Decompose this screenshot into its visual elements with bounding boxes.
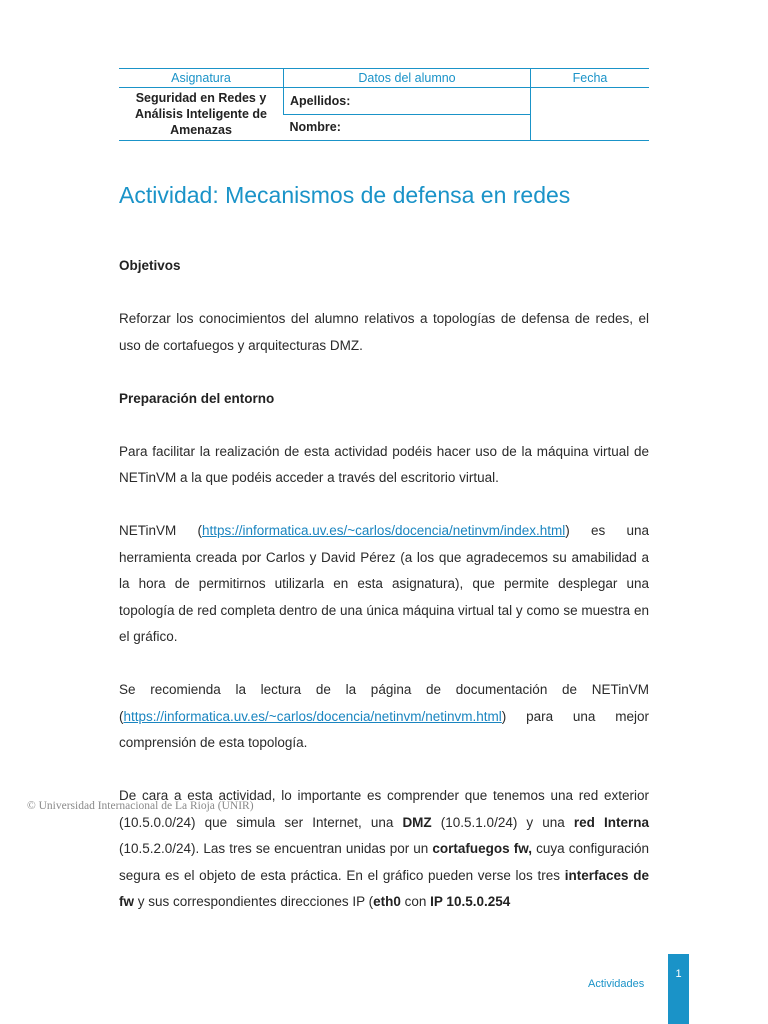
netinvm-doc-link[interactable]: https://informatica.uv.es/~carlos/docencia/netinvm/netinvm.html (123, 708, 502, 724)
page-number: 1 (675, 968, 682, 980)
objectives-heading: Objetivos (119, 258, 181, 273)
netinvm-paragraph: NETinVM (https://informatica.uv.es/~carlos/docencia/netinvm/index.html) es una herramienta creada por Carlos y David Pérez (a los que agradecemos su amabilidad a la hora de permitirnos utilizarla en esta asignatura), que permite desplegar una topología de red completa dentro de una única máquina virtual tal y como se muestra en el gráfico. (119, 523, 649, 644)
page-number-tab (668, 954, 689, 1024)
header-col-student: Datos del alumno (284, 69, 531, 88)
documentation-paragraph: Se recomienda la lectura de la página de documentación de NETinVM (https://informatica.uv.es/~carlos/docencia/netinvm/netinvm.html) para una mejor comprensión de esta topología. (119, 682, 649, 750)
prep-text: Para facilitar la realización de esta actividad podéis hacer uso de la máquina virtual de NETinVM a la que podéis acceder a través del escritorio virtual. (119, 443, 649, 485)
prep-heading: Preparación del entorno (119, 390, 275, 406)
copyright-notice: © Universidad Internacional de La Rioja (UNIR) (27, 800, 254, 812)
network-paragraph: De cara a esta actividad, lo importante es comprender que tenemos una red exterior (10.5.0.0/24) que simula ser Internet, una DMZ (10.5.1.0/24) y una red Interna (10.5.2.0/24). Las tres se encuentran unidas por un cortafuegos fw, cuya configuración segura es el objeto de esta práctica. En el gráfico pueden verse los tres interfaces de fw y sus correspondientes direcciones IP (eth0 con IP 10.5.0.254 (119, 788, 650, 909)
document-body (119, 253, 649, 916)
netinvm-index-link[interactable]: https://informatica.uv.es/~carlos/docencia/netinvm/index.html (201, 523, 566, 538)
header-col-date: Fecha (531, 69, 650, 88)
name-field[interactable]: Nombre: (284, 114, 531, 141)
page-title: Actividad: Mecanismos de defensa en redes (119, 182, 571, 208)
header-table (119, 68, 649, 141)
footer-section-label: Actividades (588, 978, 645, 990)
subject-cell: Seguridad en Redes y Análisis Inteligente de Amenazas (119, 88, 284, 141)
date-field[interactable] (531, 88, 650, 141)
header-col-subject: Asignatura (119, 69, 284, 88)
objectives-text: Reforzar los conocimientos del alumno relativos a topologías de defensa de redes, el uso de cortafuegos y arquitecturas DMZ. (119, 311, 649, 353)
surname-field[interactable]: Apellidos: (284, 88, 531, 115)
